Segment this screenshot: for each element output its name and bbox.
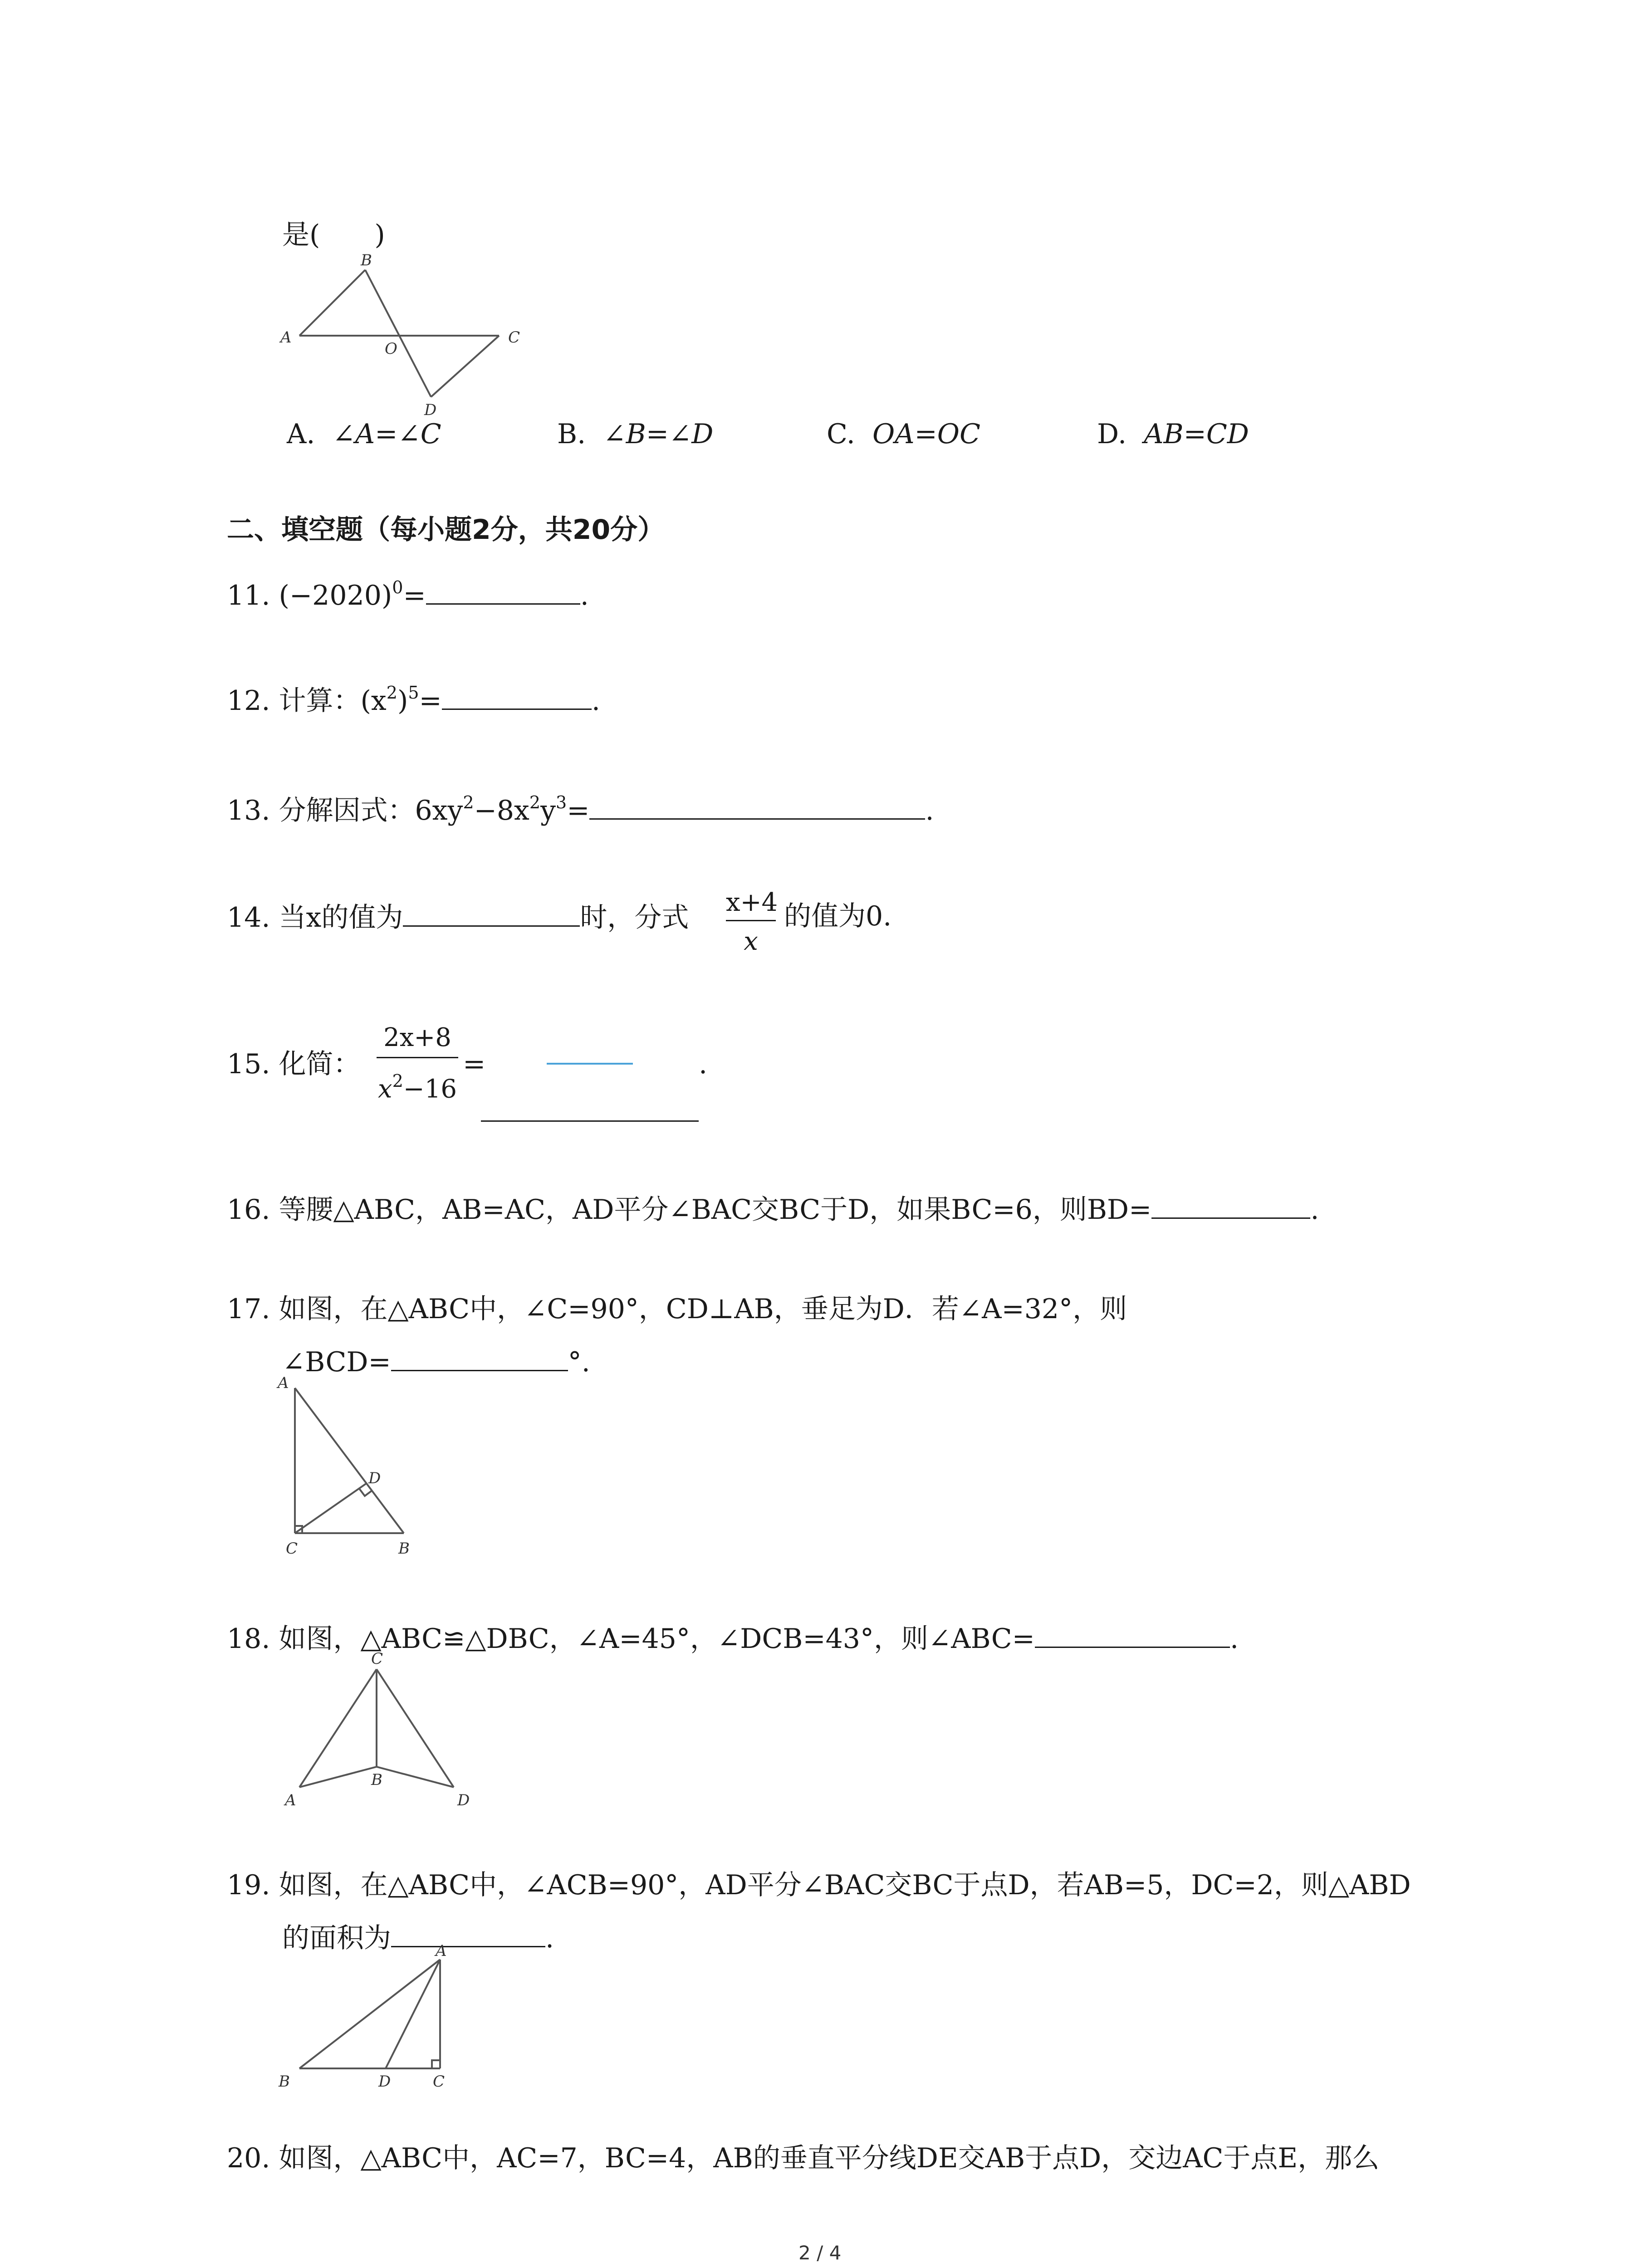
q15-label: 15. 化简： (227, 1048, 361, 1080)
q10-label-a: A (280, 328, 292, 347)
q10-option-d: D. AB=CD (1097, 418, 1249, 450)
section-2-title: 二、填空题（每小题2分，共20分） (227, 514, 665, 546)
q10-tail: 是( ) (282, 219, 385, 251)
q19-label-a: A (436, 1942, 447, 1960)
q18-label-c: C (371, 1650, 383, 1668)
q17-label-b: B (398, 1540, 410, 1558)
q17-answer-blank[interactable] (391, 1347, 568, 1371)
q15-numerator: 2x+8 (383, 1023, 451, 1052)
q19-line1: 19. 如图，在△ABC中，∠ACB=90°，AD平分∠BAC交BC于点D，若AB=5，DC=2，则△ABD (227, 1869, 1411, 1901)
q13-answer-blank[interactable] (589, 796, 925, 820)
q10-option-a: A. ∠A=∠C (287, 418, 441, 450)
q14-fraction-bar (726, 920, 776, 921)
q12-answer-blank[interactable] (442, 686, 592, 710)
q14: 14. 当x的值为 时，分式 (227, 902, 689, 934)
q18-label-a: A (285, 1791, 296, 1809)
q11: 11. $(-2020)^0=$ . (227, 577, 589, 611)
q14-answer-blank[interactable] (403, 903, 580, 927)
q14-numerator: x+4 (726, 888, 778, 917)
q15-fraction-bar (377, 1057, 458, 1058)
q14-tail: 的值为0. (784, 900, 892, 932)
q20: 20. 如图，△ABC中，AC=7，BC=4，AB的垂直平分线DE交AB于点D，交边AC于点E，那么 (227, 2142, 1380, 2174)
q17-line2: ∠BCD= °. (282, 1346, 590, 1378)
q11-answer-blank[interactable] (426, 581, 580, 605)
page-number: 2 / 4 (798, 2242, 842, 2264)
q18-label-b: B (371, 1771, 382, 1789)
q15-equals: = (463, 1048, 486, 1080)
q15-end: . (699, 1048, 708, 1080)
q16-answer-blank[interactable] (1151, 1195, 1310, 1219)
q10-figure (272, 251, 526, 420)
q15-answer-blank[interactable] (481, 1120, 699, 1122)
q15-answer-mark (547, 1063, 633, 1065)
q10-label-o: O (385, 340, 397, 358)
q18: 18. 如图，△ABC≌△DBC，∠A=45°，∠DCB=43°，则∠ABC= . (227, 1623, 1239, 1655)
q19-label-b: B (279, 2072, 290, 2091)
q10-option-b: B. ∠B=∠D (557, 418, 714, 450)
q17-line1: 17. 如图，在△ABC中，∠C=90°，CD⊥AB，垂足为D．若∠A=32°，则 (227, 1293, 1127, 1325)
q19-answer-blank[interactable] (391, 1923, 545, 1947)
q10-option-c: C. OA=OC (827, 418, 980, 450)
q12: 12. 计算：$(x^2)^5=$ . (227, 683, 600, 717)
q18-figure (272, 1651, 481, 1810)
q18-answer-blank[interactable] (1035, 1624, 1230, 1648)
q17-figure (272, 1374, 436, 1565)
q19-label-d: D (378, 2072, 391, 2091)
q10-label-d: D (424, 401, 437, 419)
q19-line2: 的面积为 . (282, 1922, 554, 1954)
q19-figure (272, 1942, 472, 2100)
q19-label-c: C (433, 2072, 445, 2091)
q15-denominator: $x^2-16$ (378, 1071, 457, 1104)
q17-label-c: C (286, 1540, 298, 1558)
q17-label-d: D (368, 1469, 381, 1487)
q14-denominator: x (744, 927, 758, 956)
q10-label-b: B (361, 251, 372, 269)
q10-label-c: C (508, 328, 520, 347)
q13: 13. 分解因式：$6xy^2-8x^2y^3=$ . (227, 792, 934, 826)
q17-label-a: A (278, 1374, 289, 1392)
q18-label-d: D (457, 1791, 470, 1809)
q16: 16. 等腰△ABC，AB=AC，AD平分∠BAC交BC于D，如果BC=6，则BD= . (227, 1194, 1319, 1226)
